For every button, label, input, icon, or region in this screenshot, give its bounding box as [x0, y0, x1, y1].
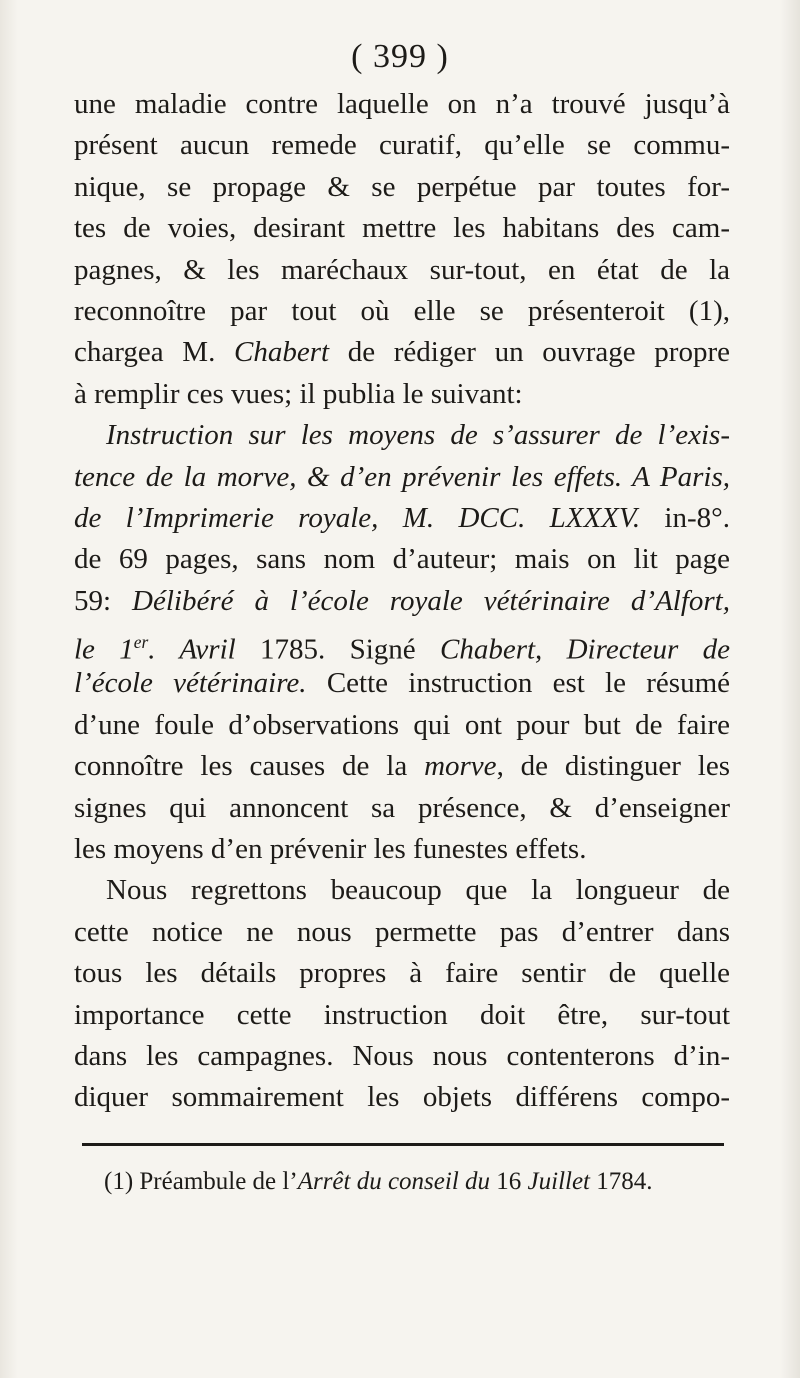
text-line: [74, 705, 730, 746]
text-run: de l’Imprimerie royale, M. DCC. LXXXV.: [74, 501, 641, 534]
text-run: importance cette instruction doit être, sur-tout: [74, 998, 730, 1031]
text-line: [74, 1077, 730, 1118]
text-run: dans les campagnes. Nous nous contenterons d’in-: [74, 1039, 730, 1072]
text-run: 16: [490, 1168, 528, 1195]
text-line: [74, 457, 730, 498]
text-line: [74, 539, 730, 580]
text-run: pagnes, & les maréchaux sur-tout, en état de la: [74, 253, 730, 286]
text-run: signes qui annoncent sa présence, & d’enseigner: [74, 791, 730, 824]
text-run: er: [133, 632, 149, 653]
text-line: [74, 84, 730, 125]
text-run: Chabert, Directeur de: [439, 633, 730, 666]
text-line: [74, 581, 730, 622]
text-line: [74, 995, 730, 1036]
text-line: [74, 208, 730, 249]
text-run: d’une foule d’observations qui ont pour but de faire: [74, 708, 730, 741]
text-line: [74, 374, 730, 415]
text-run: nique, se propage & se perpétue par toutes for-: [74, 170, 730, 203]
text-run: à remplir ces vues; il publia le suivant:: [74, 377, 523, 410]
page-number: ( 399 ): [351, 38, 449, 75]
text-line: [74, 663, 730, 704]
text-line: [74, 1036, 730, 1077]
text-run: Cette instruction est le résumé: [306, 667, 730, 700]
text-run: in-8°.: [640, 501, 730, 534]
text-run: Arrêt du conseil du: [297, 1168, 491, 1195]
text-line: [74, 622, 730, 666]
text-line: [74, 125, 730, 166]
text-run: connoître les causes de la: [74, 750, 425, 783]
text-line: [74, 250, 730, 291]
text-run: , de distinguer les: [496, 750, 730, 783]
text-run: tous les détails propres à faire sentir de quelle: [74, 957, 730, 990]
text-line: [74, 291, 730, 332]
text-run: 1784.: [590, 1168, 653, 1195]
text-line: [74, 870, 730, 911]
text-line: [74, 415, 730, 456]
text-run: Juillet: [527, 1168, 591, 1195]
text-line: [74, 167, 730, 208]
text-line: [74, 953, 730, 994]
footnote: [104, 1165, 736, 1199]
text-run: Nous regrettons beaucoup que la longueur de: [106, 874, 730, 907]
text-line: [74, 829, 730, 870]
text-run: présent aucun remede curatif, qu’elle se commu-: [74, 129, 730, 162]
text-run: Délibéré à l’école royale vétérinaire d’Alfort,: [132, 584, 730, 617]
text-run: morve: [424, 750, 497, 783]
text-run: Chabert: [234, 336, 330, 369]
text-line: [74, 332, 730, 373]
body-text: [74, 84, 730, 1119]
text-line: [74, 746, 730, 787]
text-run: le 1: [74, 633, 134, 666]
text-run: diquer sommairement les objets différens compo-: [74, 1081, 730, 1114]
text-run: cette notice ne nous permette pas d’entrer dans: [74, 915, 730, 948]
text-run: reconnoître par tout où elle se présenteroit (1),: [74, 294, 730, 327]
text-run: tes de voies, desirant mettre les habitans des cam-: [74, 212, 730, 245]
text-run: une maladie contre laquelle on n’a trouvé jusqu’à: [74, 88, 730, 120]
text-run: Instruction sur les moyens de s’assurer de l’exis-: [106, 419, 730, 452]
text-run: les moyens d’en prévenir les funestes effets.: [74, 833, 587, 866]
text-run: (1) Préambule de l’: [104, 1168, 298, 1195]
text-run: de 69 pages, sans nom d’auteur; mais on lit page: [74, 543, 730, 576]
text-run: tence de la morve, & d’en prévenir les effets. A Paris,: [74, 460, 730, 493]
text-run: l’école vétérinaire.: [74, 667, 307, 700]
text-run: . Avril: [148, 633, 236, 666]
footnote-rule: [82, 1143, 724, 1146]
text-run: chargea M.: [74, 336, 234, 369]
text-run: 59:: [74, 584, 133, 617]
text-line: [74, 498, 730, 539]
text-line: [74, 912, 730, 953]
text-run: 1785. Signé: [235, 633, 440, 666]
text-line: [74, 788, 730, 829]
text-run: de rédiger un ouvrage propre: [329, 336, 730, 369]
